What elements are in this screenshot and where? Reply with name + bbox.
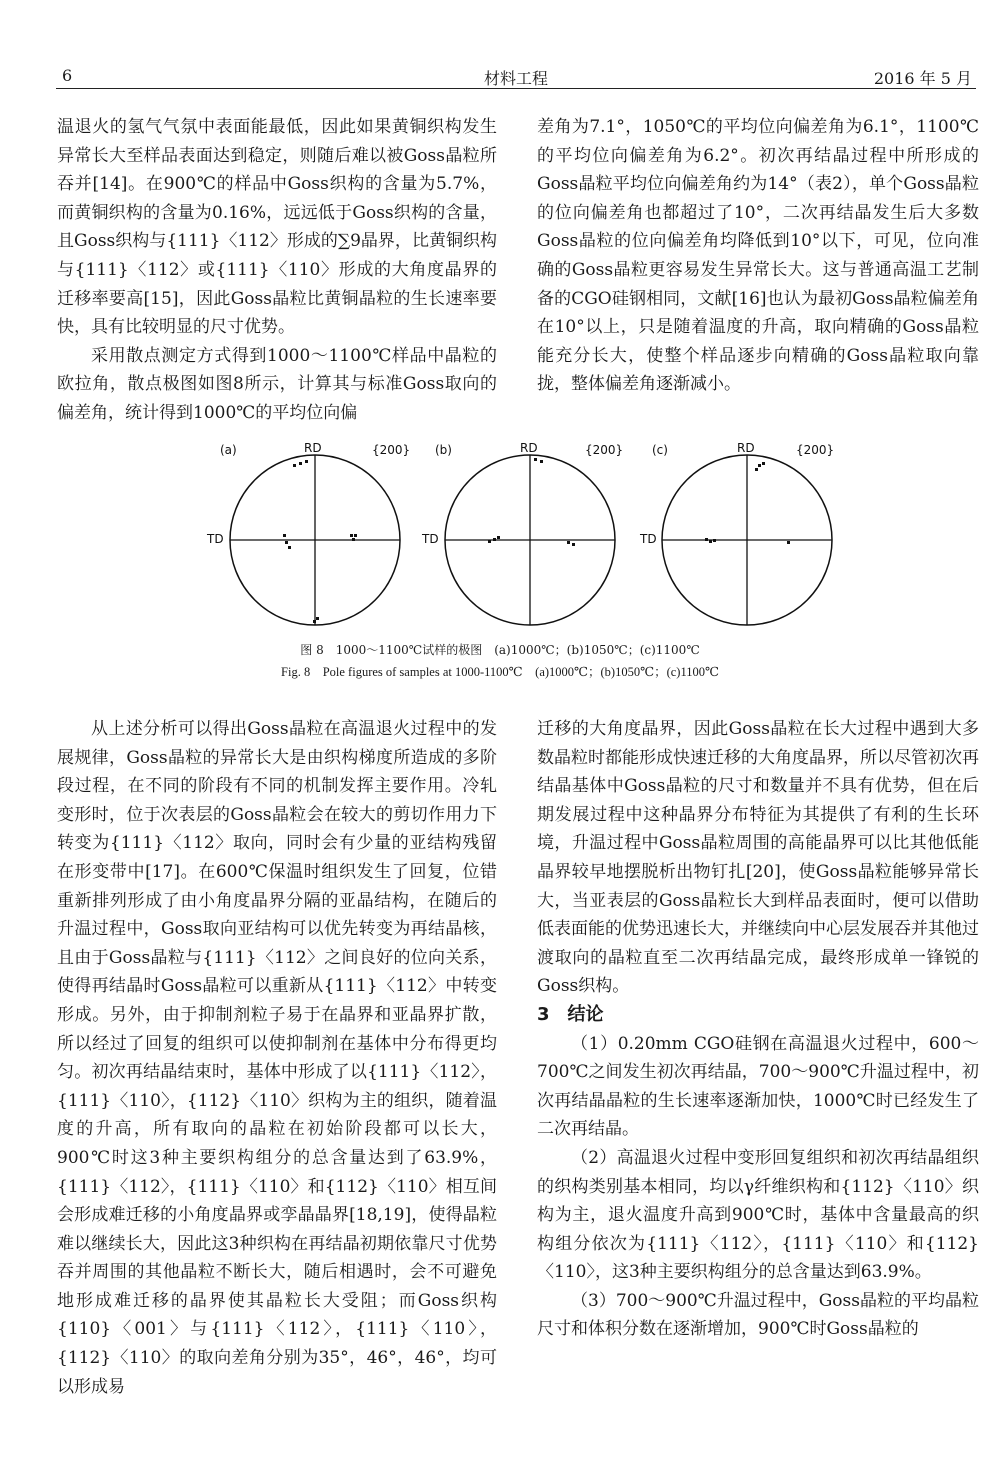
section-heading (537, 1001, 979, 1030)
column-top-left (57, 113, 497, 428)
journal-title: 材料工程 (483, 69, 548, 88)
td-label: TD (207, 532, 224, 546)
plane-label: {200} (372, 443, 411, 457)
column-bottom-left (57, 715, 497, 1401)
issue-date: 2016 年 5 月 (873, 69, 972, 88)
pole-figure-a (206, 441, 410, 625)
td-label: TD (640, 532, 657, 546)
figure-caption-en: Fig. 8 Pole figures of samples at 1000-1100℃ (a)1000℃；(b)1050℃；(c)1100℃ (281, 665, 719, 679)
rd-label: RD (304, 441, 322, 455)
panel-label: (c) (652, 443, 668, 457)
paragraph: 迁移的大角度晶界，因此Goss晶粒在长大过程中遇到大多数晶粒时都能形成快速迁移的大角度晶界，所以尽管初次再结晶基体中Goss晶粒的尺寸和数量并不具有优势，但在后期发展过程中这种晶界分布特征为其提供了有利的生长环境，升温过程中Goss晶粒周围的高能晶界可以比其他低能晶界较早地摆脱析出物钉扎[20]，使Goss晶粒能够异常长大，当亚表层的Goss晶粒长大到样品表面时，便可以借助低表面能的优势迅速长大，并继续向中心层发展吞并其他过渡取向的晶粒直至二次再结晶完成，最终形成单一锋锐的Goss织构。 (537, 719, 979, 997)
page-number: 6 (62, 66, 73, 85)
paragraph: 温退火的氢气气氛中表面能最低，因此如果黄铜织构发生异常长大至样品表面达到稳定，则随后难以被Goss晶粒所吞并[14]。在900℃的样品中Goss织构的含量为5.7%，而黄铜织构的含量为0.16%，远远低于Goss织构的含量，且Goss织构与{111}〈112〉形成的∑9晶界，比黄铜织构与{111}〈112〉或{111}〈110〉形成的大角度晶界的迁移率要高[15]，因此Goss晶粒比黄铜晶粒的生长速率要快，具有比较明显的尺寸优势。 (57, 117, 497, 338)
conclusion-3: （3）700～900℃升温过程中，Goss晶粒的平均晶粒尺寸和体积分数在逐渐增加，900℃时Goss晶粒的 (537, 1290, 979, 1340)
pole-points (283, 460, 357, 623)
conclusion-1: （1）0.20mm CGO硅钢在高温退火过程中，600～700℃之间发生初次再结晶，700～900℃升温过程中，初次再结晶晶粒的生长速率逐渐加快，1000℃时已经发生了二次再结晶。 (537, 1033, 979, 1140)
rd-label: RD (520, 441, 538, 455)
panel-label: (a) (220, 443, 237, 457)
pole-figure-c (639, 441, 834, 625)
rd-label: RD (737, 441, 755, 455)
pole-points (488, 458, 575, 546)
pole-figure-group (200, 440, 840, 630)
paragraph: 差角为7.1°，1050℃的平均位向偏差角为6.1°，1100℃的平均位向偏差角为6.2°。初次再结晶过程中所形成的Goss晶粒平均位向偏差角约为14°（表2），单个Goss晶粒的位向偏差角也都超过了10°，二次再结晶发生后大多数Goss晶粒的位向偏差角均降低到10°以下，可见，位向准确的Goss晶粒更容易发生异常长大。这与普通高温工艺制备的CGO硅钢相同，文献[16]也认为最初Goss晶粒偏差角在10°以上，只是随着温度的升高，取向精确的Goss晶粒能充分长大，使整个样品逐步向精确的Goss晶粒取向靠拢，整体偏差角逐渐减小。 (537, 117, 979, 395)
column-bottom-right (537, 715, 979, 1344)
column-top-right (537, 113, 979, 399)
td-label: TD (422, 532, 439, 546)
section-number: 3 (537, 1003, 550, 1025)
paragraph: 从上述分析可以得出Goss晶粒在高温退火过程中的发展规律，Goss晶粒的异常长大是由织构梯度所造成的多阶段过程，在不同的阶段有不同的机制发挥主要作用。冷轧变形时，位于次表层的Goss晶粒会在较大的剪切作用力下转变为{111}〈112〉取向，同时会有少量的亚结构残留在形变带中[17]。在600℃保温时组织发生了回复，位错重新排列形成了由小角度晶界分隔的亚晶结构，在随后的升温过程中，Goss取向亚结构可以优先转变为再结晶核，且由于Goss晶粒与{111}〈112〉之间良好的位向关系，使得再结晶时Goss晶粒可以重新从{111}〈112〉中转变形成。另外，由于抑制剂粒子易于在晶界和亚晶界扩散，所以经过了回复的组织可以使抑制剂在基体中分布得更均匀。初次再结晶结束时，基体中形成了以{111}〈112〉，{111}〈110〉，{112}〈110〉织构为主的组织，随着温度的升高，所有取向的晶粒在初始阶段都可以长大，900℃时这3种主要织构组分的总含量达到了63.9%，{111}〈112〉，{111}〈110〉和{112}〈110〉相互间会形成难迁移的小角度晶界或孪晶晶界[18,19]，使得晶粒难以继续长大，因此这3种织构在再结晶初期依靠尺寸优势吞并周围的其他晶粒不断长大，随后相遇时，会不可避免地形成难迁移的晶界使其晶粒长大受阻；而Goss织构{110}〈001〉与{111}〈112〉，{111}〈110〉，{112}〈110〉的取向差角分别为35°，46°，46°，均可以形成易 (57, 719, 497, 1397)
paragraph: 采用散点测定方式得到1000～1100℃样品中晶粒的欧拉角，散点极图如图8所示，计算其与标准Goss取向的偏差角，统计得到1000℃的平均位向偏 (57, 345, 497, 423)
pole-figure-b (421, 441, 623, 625)
figure-caption-zh: 图 8 1000～1100℃试样的极图 (a)1000℃；(b)1050℃；(c)1100℃ (300, 643, 700, 657)
plane-label: {200} (585, 443, 624, 457)
plane-label: {200} (796, 443, 835, 457)
conclusion-2: （2）高温退火过程中变形回复组织和初次再结晶组织的织构类别基本相同，均以γ纤维织构和{112}〈110〉织构为主，退火温度升高到900℃时，基体中含量最高的织构组分依次为{111}〈112〉，{111}〈110〉和{112}〈110〉，这3种主要织构组分的总含量达到63.9%。 (537, 1147, 979, 1283)
running-header (56, 66, 976, 89)
panel-label: (b) (435, 443, 452, 457)
section-title: 结论 (567, 1003, 604, 1025)
